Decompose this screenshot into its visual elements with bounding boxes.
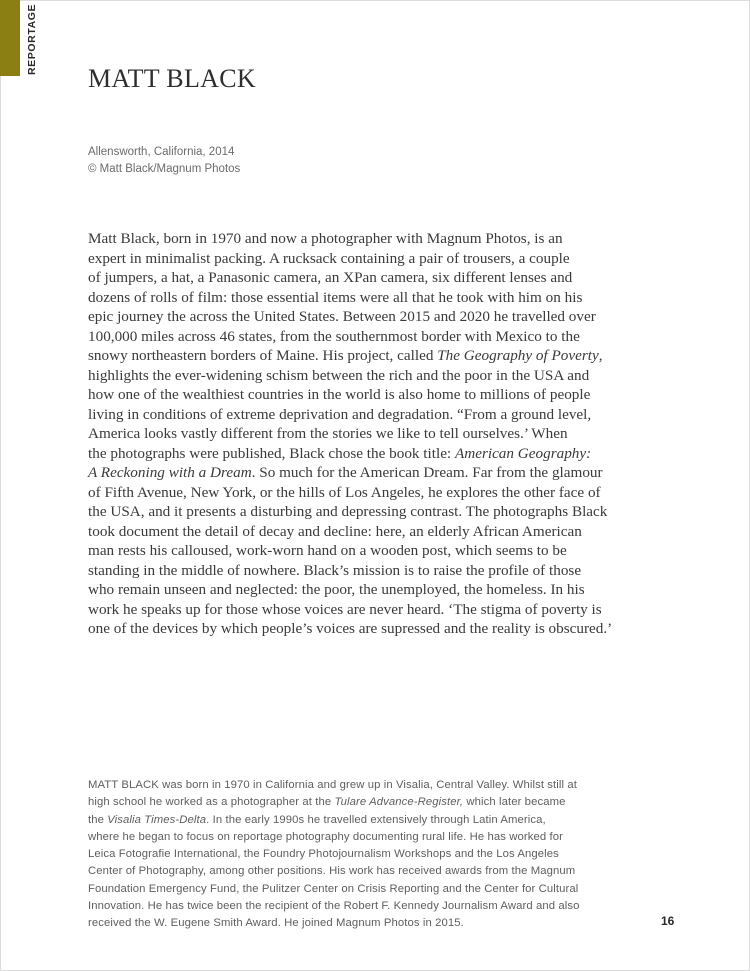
body-line	[88, 463, 648, 483]
bio-line	[88, 846, 648, 863]
body-line	[88, 307, 648, 327]
bio-line	[88, 794, 648, 811]
text-run: Leica Fotografie International, the Foundry Photojournalism Workshops and the Los Angeles	[88, 848, 559, 861]
text-run: man rests his calloused, work-worn hand on a wooden post, which seems to be	[88, 542, 567, 559]
bio-line	[88, 812, 648, 829]
text-run: received the W. Eugene Smith Award. He joined Magnum Photos in 2015.	[88, 917, 464, 930]
body-line	[88, 619, 648, 639]
body-line	[88, 483, 648, 503]
text-run: ,	[598, 347, 603, 364]
section-color-tab	[0, 0, 20, 76]
italic-text: Visalia Times-Delta	[107, 813, 207, 826]
section-label: REPORTAGE	[26, 3, 38, 75]
text-run: . In the early 1990s he travelled extensively through Latin America,	[206, 813, 546, 826]
text-run: Innovation. He has twice been the recipient of the Robert F. Kennedy Journalism Award and also	[88, 900, 580, 913]
text-run: the USA, and it presents a disturbing and depressing contrast. The photographs Black	[88, 503, 608, 520]
page-title: MATT BLACK	[88, 64, 256, 93]
text-run: highlights the ever-widening schism between the rich and the poor in the USA and	[88, 366, 590, 384]
text-run: dozens of rolls of film: those essential items were all that he took with him on his	[88, 288, 583, 306]
text-run: Center of Photography, among other positions. His work has received awards from the Magnum	[88, 865, 576, 878]
text-run: MATT BLACK was born in 1970 in California and grew up in Visalia, Central Valley. Whilst still at	[88, 779, 577, 791]
bio-line	[88, 829, 648, 846]
text-run: where he began to focus on reportage photography documenting rural life. He has worked for	[88, 830, 563, 843]
text-run: America looks vastly different from the stories we like to tell ourselves.’ When	[88, 425, 568, 442]
body-line	[88, 561, 648, 581]
bio-line	[88, 863, 648, 880]
article-body	[88, 229, 648, 639]
text-run: the	[88, 813, 108, 826]
text-run: of jumpers, a hat, a Panasonic camera, an XPan camera, six different lenses and	[88, 269, 573, 286]
body-line	[88, 327, 648, 347]
body-line	[88, 288, 648, 308]
text-run: who remain unseen and neglected: the poor, the unemployed, the homeless. In his	[88, 581, 585, 598]
body-line	[88, 229, 648, 249]
bio-line	[88, 881, 648, 898]
bio-line	[88, 898, 648, 915]
text-run: living in conditions of extreme deprivation and degradation. “From a ground level,	[88, 405, 592, 423]
body-line	[88, 600, 648, 620]
body-line	[88, 541, 648, 561]
text-run: how one of the wealthiest countries in the world is also home to millions of people	[88, 386, 591, 403]
body-line	[88, 522, 648, 542]
body-line	[88, 580, 648, 600]
italic-text: Tulare Advance-Register,	[334, 796, 464, 809]
text-run: high school he worked as a photographer at the	[88, 796, 335, 809]
body-line	[88, 268, 648, 288]
body-line	[88, 424, 648, 444]
text-run: expert in minimalist packing. A rucksack containing a pair of trousers, a couple	[88, 249, 570, 267]
page-number: 16	[661, 914, 675, 928]
body-line	[88, 346, 648, 366]
text-run: Matt Black, born in 1970 and now a photographer with Magnum Photos, is an	[88, 230, 563, 247]
body-line	[88, 444, 648, 464]
photo-caption	[88, 144, 240, 177]
body-line	[88, 366, 648, 386]
caption-location: Allensworth, California, 2014	[88, 146, 235, 158]
body-line	[88, 249, 648, 269]
italic-text: American Geography:	[454, 444, 592, 462]
italic-text: The Geography of Poverty	[437, 347, 599, 364]
bio-line	[88, 915, 648, 932]
text-run: 100,000 miles across 46 states, from the southernmost border with Mexico to the	[88, 327, 580, 345]
text-run: took document the detail of decay and decline: here, an elderly African American	[88, 522, 582, 540]
text-run: one of the devices by which people’s voices are supressed and the reality is obscured.’	[88, 620, 613, 637]
text-run: work he speaks up for those whose voices are never heard. ‘The stigma of poverty is	[88, 600, 602, 618]
text-run: the photographs were published, Black chose the book title:	[88, 444, 455, 462]
caption-credit: © Matt Black/Magnum Photos	[88, 162, 241, 175]
body-line	[88, 405, 648, 425]
body-line	[88, 502, 648, 522]
text-run: snowy northeastern borders of Maine. His project, called	[88, 347, 438, 364]
text-run: standing in the middle of nowhere. Black’s mission is to raise the profile of those	[88, 561, 582, 579]
body-line	[88, 385, 648, 405]
text-run: Foundation Emergency Fund, the Pulitzer Center on Crisis Reporting and the Center for Cultural	[88, 882, 579, 895]
bio-line	[88, 777, 648, 794]
photographer-bio	[88, 777, 648, 933]
text-run: of Fifth Avenue, New York, or the hills of Los Angeles, he explores the other face of	[88, 483, 601, 501]
text-run: which later became	[463, 796, 566, 809]
italic-text: A Reckoning with a Dream	[88, 464, 252, 481]
text-run: epic journey the across the United States. Between 2015 and 2020 he travelled over	[88, 308, 596, 325]
text-run: . So much for the American Dream. Far from the glamour	[251, 464, 603, 481]
